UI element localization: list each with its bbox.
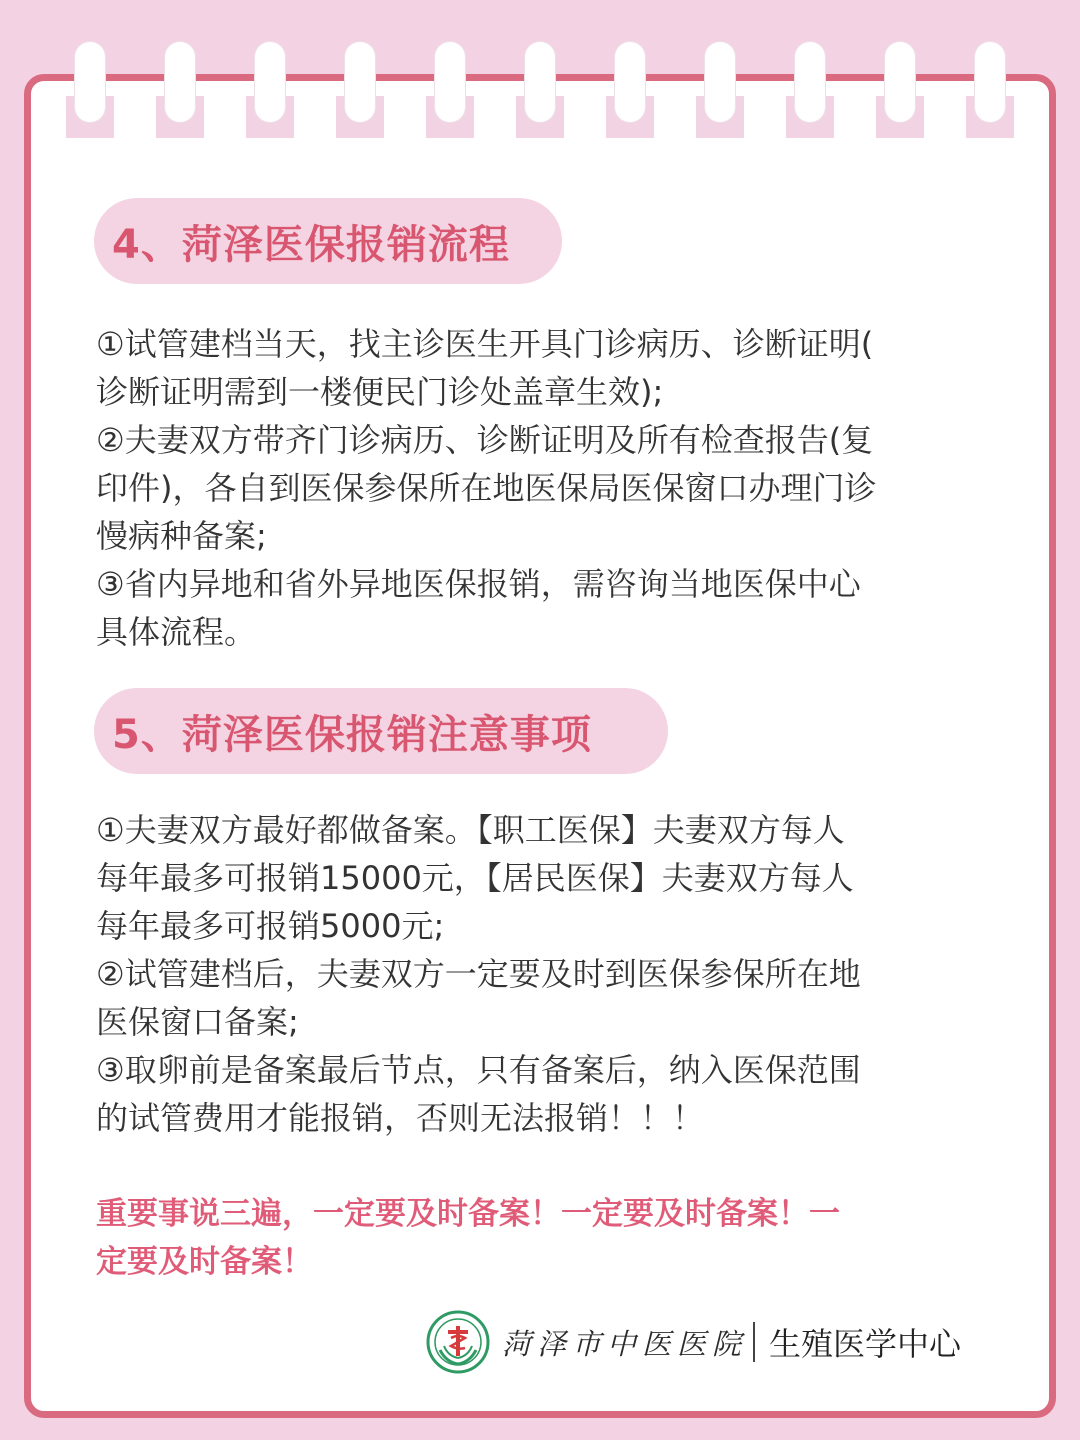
- section5-line: ②试管建档后，夫妻双方一定要及时到医保参保所在地: [96, 955, 861, 993]
- notebook-rings: [0, 0, 1080, 140]
- section4-heading-pill: [94, 198, 562, 284]
- binder-ring: [606, 42, 654, 138]
- section4-line: 慢病种备案;: [96, 517, 267, 555]
- emphasis-line: 定要及时备案！: [96, 1244, 313, 1280]
- hospital-name: 菏泽市中医医院: [502, 1326, 748, 1361]
- binder-ring: [246, 42, 294, 138]
- footer-divider: [753, 1322, 755, 1362]
- section5-line: ③取卵前是备案最后节点，只有备案后，纳入医保范围: [96, 1051, 861, 1089]
- emphasis-line: 重要事说三遍，一定要及时备案！一定要及时备案！一: [96, 1196, 840, 1232]
- section5-heading-pill: [94, 688, 668, 774]
- binder-ring: [876, 42, 924, 138]
- binder-ring: [426, 42, 474, 138]
- binder-ring: [786, 42, 834, 138]
- section4-line: ②夫妻双方带齐门诊病历、诊断证明及所有检查报告(复: [96, 421, 874, 459]
- section5-line: 每年最多可报销15000元，【居民医保】夫妻双方每人: [96, 859, 854, 897]
- section5-body: [96, 806, 986, 1142]
- hospital-logo-icon: [426, 1310, 490, 1374]
- emphasis-note: [96, 1190, 986, 1286]
- section5-title: 5、菏泽医保报销注意事项: [112, 711, 592, 758]
- binder-ring: [516, 42, 564, 138]
- binder-ring: [66, 42, 114, 138]
- section5-line: 医保窗口备案;: [96, 1003, 299, 1041]
- binder-ring: [156, 42, 204, 138]
- section4-line: 印件)，各自到医保参保所在地医保局医保窗口办理门诊: [96, 469, 877, 507]
- section4-line: 诊断证明需到一楼便民门诊处盖章生效);: [96, 373, 664, 411]
- section4-line: ①试管建档当天，找主诊医生开具门诊病历、诊断证明(: [96, 325, 874, 363]
- section5-line: 的试管费用才能报销，否则无法报销！！！: [96, 1099, 705, 1137]
- center-name: 生殖医学中心: [769, 1325, 962, 1363]
- section4-line: 具体流程。: [96, 613, 257, 651]
- binder-ring: [336, 42, 384, 138]
- binder-ring: [696, 42, 744, 138]
- footer-brand: [426, 1306, 961, 1378]
- section4-body: [96, 320, 986, 656]
- binder-ring: [966, 42, 1014, 138]
- section5-line: 每年最多可报销5000元;: [96, 907, 445, 945]
- section5-line: ①夫妻双方最好都做备案。【职工医保】夫妻双方每人: [96, 811, 845, 849]
- section4-title: 4、菏泽医保报销流程: [112, 221, 510, 268]
- section4-line: ③省内异地和省外异地医保报销，需咨询当地医保中心: [96, 565, 861, 603]
